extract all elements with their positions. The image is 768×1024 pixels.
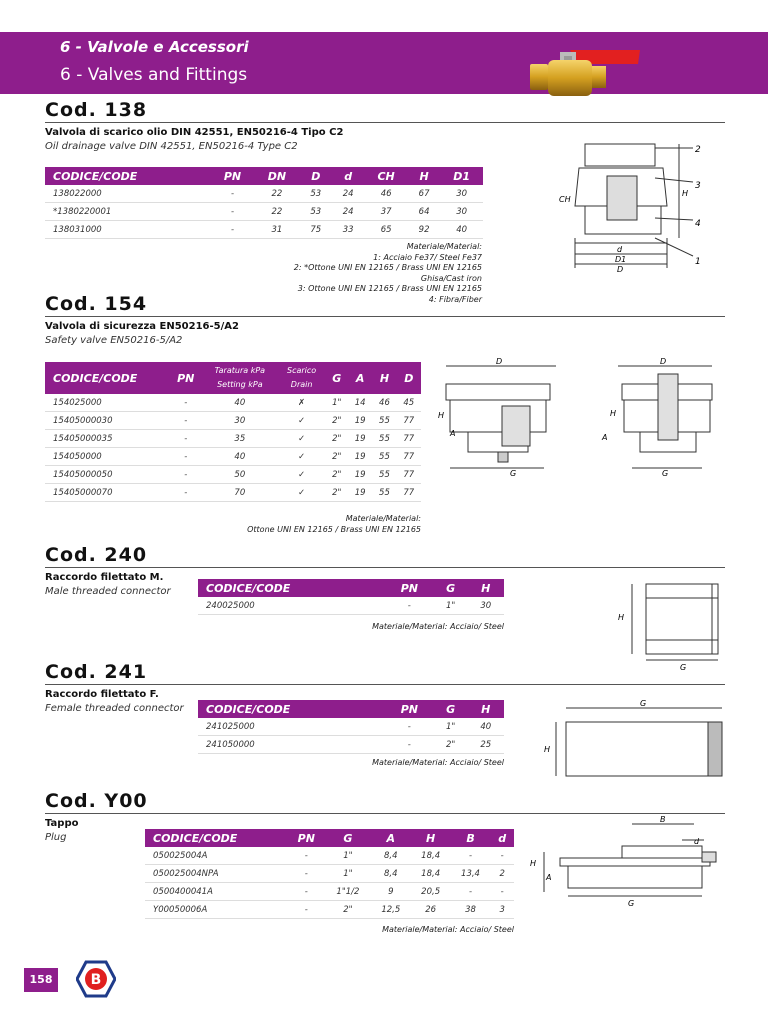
col-header: D1 bbox=[440, 167, 483, 185]
table-cell: 12,5 bbox=[371, 901, 411, 919]
table-row bbox=[198, 718, 504, 736]
table-cell: 53 bbox=[300, 185, 332, 203]
table-cell: - bbox=[385, 718, 434, 736]
col-header: CODICE/CODE bbox=[198, 579, 385, 597]
drawing-label: H bbox=[438, 411, 445, 420]
table-cell: 13,4 bbox=[451, 865, 491, 883]
drawing-label: G bbox=[662, 469, 669, 478]
table-cell: 22 bbox=[254, 203, 299, 221]
table-row bbox=[145, 865, 514, 883]
cod-241-title-it: Raccordo filettato F. bbox=[45, 689, 159, 700]
drawing-label: 2 bbox=[695, 145, 701, 155]
drawing-label: A bbox=[450, 429, 456, 438]
drawing-label: D bbox=[496, 357, 503, 366]
drawing-label: 4 bbox=[695, 219, 701, 229]
table-cell: 15405000035 bbox=[45, 430, 169, 448]
cod-240-table bbox=[198, 579, 504, 615]
table-cell: 92 bbox=[408, 221, 440, 239]
table-cell: - bbox=[385, 736, 434, 754]
drawing-label: H bbox=[544, 745, 551, 754]
col-header: DN bbox=[254, 167, 299, 185]
cod-241-drawing bbox=[536, 696, 732, 784]
table-cell: - bbox=[490, 847, 514, 865]
table-cell: 2 bbox=[490, 865, 514, 883]
material-line: Materiale/Material: bbox=[406, 242, 482, 251]
drawing-label: G bbox=[640, 699, 647, 708]
table-cell: - bbox=[211, 185, 255, 203]
table-cell: 1" bbox=[434, 597, 468, 615]
drawing-label: D bbox=[617, 265, 624, 274]
table-row bbox=[45, 484, 421, 502]
cod-y00-material: Materiale/Material: Acciaio/ Steel bbox=[382, 925, 514, 934]
cod-y00-title-it: Tappo bbox=[45, 818, 79, 829]
ball-valve-image bbox=[520, 38, 660, 102]
table-cell: 50 bbox=[202, 466, 278, 484]
table-cell: - bbox=[288, 847, 325, 865]
col-header: G bbox=[326, 362, 348, 394]
col-header-line: Setting kPa bbox=[217, 380, 263, 389]
table-cell: 30 bbox=[467, 597, 504, 615]
col-header: D bbox=[300, 167, 332, 185]
col-header: CODICE/CODE bbox=[45, 167, 211, 185]
cod-y00-title-en: Plug bbox=[45, 832, 67, 843]
table-cell: 53 bbox=[300, 203, 332, 221]
table-row bbox=[45, 466, 421, 484]
table-cell: 138022000 bbox=[45, 185, 211, 203]
table-cell: 2" bbox=[326, 466, 348, 484]
col-header: CH bbox=[364, 167, 408, 185]
col-header: H bbox=[408, 167, 440, 185]
table-row bbox=[45, 221, 483, 239]
table-cell: 050025004NPA bbox=[145, 865, 288, 883]
cod-138-title-en: Oil drainage valve DIN 42551, EN50216-4 Type C2 bbox=[45, 141, 298, 152]
col-header: PN bbox=[385, 700, 434, 718]
drawing-label: d bbox=[694, 837, 700, 846]
table-cell: - bbox=[490, 883, 514, 901]
cod-241-material: Materiale/Material: Acciaio/ Steel bbox=[372, 758, 504, 767]
table-cell: - bbox=[211, 203, 255, 221]
cod-241-title: Cod. 241 bbox=[45, 661, 148, 683]
material-line: 1: Acciaio Fe37/ Steel Fe37 bbox=[373, 252, 482, 262]
table-cell: 77 bbox=[397, 466, 421, 484]
table-row bbox=[45, 185, 483, 203]
material-line: Ottone UNI EN 12165 / Brass UNI EN 12165 bbox=[247, 524, 421, 534]
col-header: d bbox=[332, 167, 364, 185]
cod-138-title-it: Valvola di scarico olio DIN 42551, EN50216-4 Tipo C2 bbox=[45, 127, 344, 138]
col-header: D bbox=[397, 362, 421, 394]
table-row bbox=[45, 430, 421, 448]
table-cell: 241050000 bbox=[198, 736, 385, 754]
col-header: d bbox=[490, 829, 514, 847]
cod-154-title-en: Safety valve EN50216-5/A2 bbox=[45, 335, 183, 346]
section-title-en: 6 - Valves and Fittings bbox=[60, 65, 248, 85]
table-cell: - bbox=[169, 412, 202, 430]
drawing-label: d bbox=[617, 245, 623, 254]
table-cell: 19 bbox=[348, 412, 372, 430]
table-cell: 55 bbox=[372, 412, 396, 430]
cod-240-title-en: Male threaded connector bbox=[45, 586, 171, 597]
table-cell: 55 bbox=[372, 466, 396, 484]
cod-y00-table bbox=[145, 829, 514, 919]
table-cell: 77 bbox=[397, 448, 421, 466]
table-cell: 3 bbox=[490, 901, 514, 919]
table-cell: 40 bbox=[202, 394, 278, 412]
cod-154-table bbox=[45, 362, 421, 502]
table-cell: 24 bbox=[332, 203, 364, 221]
table-cell: 19 bbox=[348, 466, 372, 484]
table-cell: 77 bbox=[397, 484, 421, 502]
table-cell: - bbox=[288, 901, 325, 919]
table-cell: 40 bbox=[440, 221, 483, 239]
table-cell: 31 bbox=[254, 221, 299, 239]
table-cell: *1380220001 bbox=[45, 203, 211, 221]
table-cell: 240025000 bbox=[198, 597, 385, 615]
table-cell: 19 bbox=[348, 448, 372, 466]
drawing-label: G bbox=[628, 899, 635, 908]
cod-240-title-it: Raccordo filettato M. bbox=[45, 572, 164, 583]
drawing-label: B bbox=[660, 815, 666, 824]
table-cell: 2" bbox=[434, 736, 468, 754]
table-cell: 45 bbox=[397, 394, 421, 412]
cod-154-title: Cod. 154 bbox=[45, 293, 148, 315]
table-cell: 40 bbox=[467, 718, 504, 736]
cod-y00-title: Cod. Y00 bbox=[45, 790, 148, 812]
drawing-label: 1 bbox=[695, 257, 701, 267]
table-cell: 138031000 bbox=[45, 221, 211, 239]
table-cell: 30 bbox=[440, 185, 483, 203]
table-cell: 154050000 bbox=[45, 448, 169, 466]
table-cell: 55 bbox=[372, 430, 396, 448]
table-row bbox=[45, 203, 483, 221]
col-header-line: Taratura kPa bbox=[214, 366, 266, 375]
table-cell: 38 bbox=[451, 901, 491, 919]
drawing-label: G bbox=[680, 663, 687, 672]
divider bbox=[45, 684, 725, 685]
drawing-label: H bbox=[618, 613, 625, 622]
col-header: A bbox=[371, 829, 411, 847]
drawing-label: G bbox=[510, 469, 517, 478]
table-cell: ✓ bbox=[278, 484, 326, 502]
table-cell: 65 bbox=[364, 221, 408, 239]
table-cell: 77 bbox=[397, 412, 421, 430]
table-cell: 154025000 bbox=[45, 394, 169, 412]
table-cell: 9 bbox=[371, 883, 411, 901]
table-row bbox=[45, 448, 421, 466]
table-cell: 19 bbox=[348, 484, 372, 502]
table-cell: 22 bbox=[254, 185, 299, 203]
material-line: 2: *Ottone UNI EN 12165 / Brass UNI EN 12165 bbox=[293, 263, 482, 272]
table-cell: - bbox=[211, 221, 255, 239]
table-cell: ✓ bbox=[278, 448, 326, 466]
cod-241-table bbox=[198, 700, 504, 754]
table-row bbox=[145, 901, 514, 919]
table-cell: ✓ bbox=[278, 430, 326, 448]
table-cell: 30 bbox=[202, 412, 278, 430]
col-header: PN bbox=[211, 167, 255, 185]
table-cell: 70 bbox=[202, 484, 278, 502]
drawing-label: A bbox=[602, 433, 608, 442]
table-row bbox=[198, 736, 504, 754]
table-row bbox=[145, 847, 514, 865]
col-header: CODICE/CODE bbox=[198, 700, 385, 718]
table-cell: 1" bbox=[325, 847, 371, 865]
divider bbox=[45, 122, 725, 123]
drawing-label: D bbox=[660, 357, 667, 366]
col-header: H bbox=[372, 362, 396, 394]
cod-138-title: Cod. 138 bbox=[45, 99, 148, 121]
table-cell: 25 bbox=[467, 736, 504, 754]
cod-138-table bbox=[45, 167, 483, 239]
cod-138-material bbox=[250, 242, 482, 305]
material-line: 4: Fibra/Fiber bbox=[428, 294, 482, 304]
col-header: CODICE/CODE bbox=[145, 829, 288, 847]
col-header-line: Scarico bbox=[287, 366, 317, 375]
cod-154-title-it: Valvola di sicurezza EN50216-5/A2 bbox=[45, 321, 239, 332]
cod-154-material bbox=[190, 514, 421, 535]
table-row bbox=[198, 597, 504, 615]
material-line: 3: Ottone UNI EN 12165 / Brass UNI EN 12165 bbox=[297, 284, 482, 293]
material-line: Ghisa/Cast iron bbox=[420, 273, 482, 283]
table-cell: 46 bbox=[372, 394, 396, 412]
table-cell: 15405000030 bbox=[45, 412, 169, 430]
table-cell: 26 bbox=[411, 901, 451, 919]
table-cell: - bbox=[385, 597, 434, 615]
table-cell: 14 bbox=[348, 394, 372, 412]
table-cell: - bbox=[169, 430, 202, 448]
table-row bbox=[145, 883, 514, 901]
col-header: G bbox=[434, 700, 468, 718]
col-header bbox=[278, 362, 326, 394]
cod-y00-drawing bbox=[524, 812, 732, 912]
col-header: G bbox=[325, 829, 371, 847]
table-cell: 1" bbox=[434, 718, 468, 736]
cod-138-drawing bbox=[555, 138, 725, 278]
drawing-label: H bbox=[682, 189, 689, 198]
col-header: B bbox=[451, 829, 491, 847]
table-cell: 67 bbox=[408, 185, 440, 203]
table-cell: 241025000 bbox=[198, 718, 385, 736]
col-header: CODICE/CODE bbox=[45, 362, 169, 394]
table-cell: 30 bbox=[440, 203, 483, 221]
table-cell: 2" bbox=[326, 412, 348, 430]
col-header: A bbox=[348, 362, 372, 394]
cod-154-drawings bbox=[432, 356, 732, 482]
table-cell: 24 bbox=[332, 185, 364, 203]
table-cell: 46 bbox=[364, 185, 408, 203]
table-cell: 64 bbox=[408, 203, 440, 221]
brand-logo bbox=[76, 960, 116, 998]
table-cell: 2" bbox=[325, 901, 371, 919]
drawing-label: D1 bbox=[615, 255, 627, 264]
col-header: H bbox=[467, 579, 504, 597]
col-header: PN bbox=[169, 362, 202, 394]
table-cell: 2" bbox=[326, 448, 348, 466]
col-header bbox=[202, 362, 278, 394]
table-cell: ✗ bbox=[278, 394, 326, 412]
table-cell: 18,4 bbox=[411, 847, 451, 865]
table-cell: Y00050006A bbox=[145, 901, 288, 919]
table-cell: 1" bbox=[325, 865, 371, 883]
table-cell: - bbox=[169, 394, 202, 412]
table-cell: 1"1/2 bbox=[325, 883, 371, 901]
cod-240-drawing bbox=[612, 578, 732, 674]
cod-240-title: Cod. 240 bbox=[45, 544, 148, 566]
section-title-it: 6 - Valvole e Accessori bbox=[60, 38, 249, 56]
table-cell: 2" bbox=[326, 484, 348, 502]
table-cell: - bbox=[169, 466, 202, 484]
table-cell: 55 bbox=[372, 484, 396, 502]
table-cell: - bbox=[288, 865, 325, 883]
table-cell: 8,4 bbox=[371, 865, 411, 883]
table-cell: 8,4 bbox=[371, 847, 411, 865]
drawing-label: CH bbox=[559, 195, 571, 204]
table-cell: 40 bbox=[202, 448, 278, 466]
divider bbox=[45, 567, 725, 568]
table-cell: 15405000050 bbox=[45, 466, 169, 484]
table-cell: 15405000070 bbox=[45, 484, 169, 502]
drawing-label: H bbox=[530, 859, 537, 868]
table-cell: 1" bbox=[326, 394, 348, 412]
col-header-line: Drain bbox=[290, 380, 313, 389]
table-cell: 0500400041A bbox=[145, 883, 288, 901]
divider bbox=[45, 316, 725, 317]
table-cell: 20,5 bbox=[411, 883, 451, 901]
cod-241-title-en: Female threaded connector bbox=[45, 703, 184, 714]
material-line: Materiale/Material: bbox=[345, 514, 421, 523]
table-cell: 37 bbox=[364, 203, 408, 221]
col-header: PN bbox=[385, 579, 434, 597]
table-cell: - bbox=[451, 847, 491, 865]
table-cell: - bbox=[169, 484, 202, 502]
drawing-label: 3 bbox=[695, 181, 701, 191]
table-cell: ✓ bbox=[278, 466, 326, 484]
table-cell: 33 bbox=[332, 221, 364, 239]
table-cell: ✓ bbox=[278, 412, 326, 430]
col-header: PN bbox=[288, 829, 325, 847]
cod-240-material: Materiale/Material: Acciaio/ Steel bbox=[372, 622, 504, 631]
table-cell: - bbox=[288, 883, 325, 901]
logo-letter: B bbox=[90, 972, 102, 988]
table-cell: - bbox=[169, 448, 202, 466]
table-cell: - bbox=[451, 883, 491, 901]
table-cell: 35 bbox=[202, 430, 278, 448]
table-row bbox=[45, 412, 421, 430]
drawing-label: A bbox=[546, 873, 552, 882]
table-cell: 19 bbox=[348, 430, 372, 448]
col-header: H bbox=[411, 829, 451, 847]
page-number: 158 bbox=[24, 968, 58, 992]
col-header: H bbox=[467, 700, 504, 718]
col-header: G bbox=[434, 579, 468, 597]
table-cell: 18,4 bbox=[411, 865, 451, 883]
table-cell: 77 bbox=[397, 430, 421, 448]
table-cell: 75 bbox=[300, 221, 332, 239]
table-cell: 55 bbox=[372, 448, 396, 466]
table-cell: 050025004A bbox=[145, 847, 288, 865]
drawing-label: H bbox=[610, 409, 617, 418]
table-row bbox=[45, 394, 421, 412]
table-cell: 2" bbox=[326, 430, 348, 448]
